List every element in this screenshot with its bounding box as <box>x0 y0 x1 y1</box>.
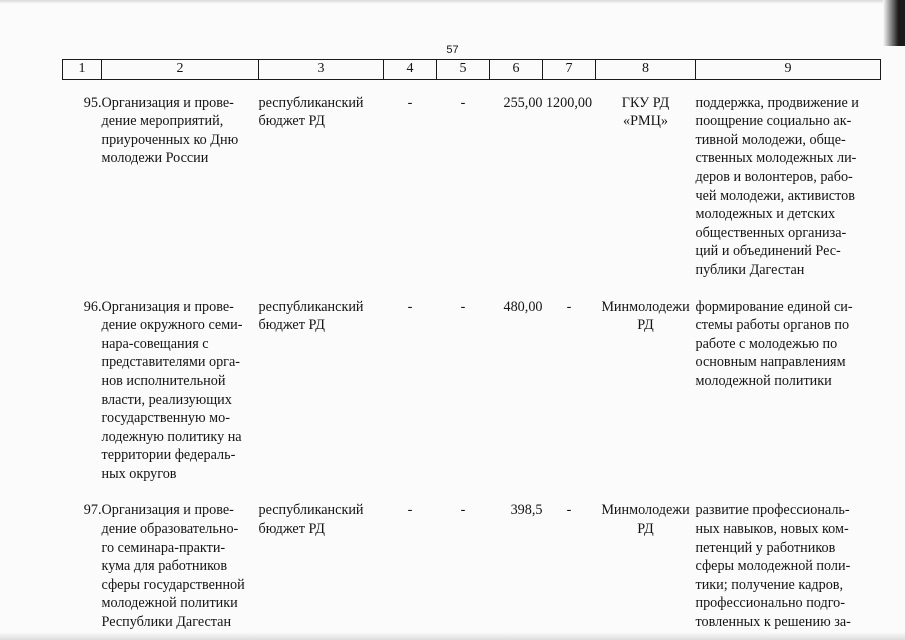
result-line: молодежной политики <box>695 372 832 389</box>
col5-value: - <box>460 94 466 111</box>
page-number: 57 <box>446 44 459 56</box>
result-line: профессионально подго- <box>695 595 845 612</box>
col5-value: - <box>460 502 466 519</box>
table-row <box>63 94 881 280</box>
result-line: публики Дагестан <box>695 261 805 278</box>
col5-value: - <box>460 298 466 315</box>
result-line: петенций у работников <box>695 539 836 556</box>
row-number: 97. <box>83 502 102 519</box>
event-line: молодежи России <box>101 150 209 167</box>
result-line: молодежных и детских <box>695 206 836 223</box>
result-cell <box>696 94 881 280</box>
col6-value: 255,00 <box>503 94 543 111</box>
event-cell <box>102 94 259 280</box>
funding-source-cell <box>259 298 384 484</box>
funding-source-cell <box>259 94 384 280</box>
col6-value: 480,00 <box>503 298 543 315</box>
executor-line: ГКУ РД <box>621 94 670 111</box>
event-line: нара-совещания с <box>101 335 209 352</box>
result-line: товленных к решению за- <box>695 614 851 631</box>
event-line: сферы государственной <box>101 576 245 593</box>
result-line: основным направлениям <box>695 354 846 371</box>
col4-value: - <box>407 94 413 111</box>
event-line: ных округов <box>101 465 177 482</box>
header-cell: 3 <box>259 60 384 80</box>
program-table <box>62 59 881 632</box>
event-line: нов исполнительной <box>101 372 226 389</box>
col4-value: - <box>407 298 413 315</box>
executor-cell <box>596 501 696 631</box>
event-cell <box>102 501 259 631</box>
header-cell: 5 <box>437 60 490 80</box>
col7-value: - <box>566 502 572 519</box>
scan-edge-right <box>883 0 905 46</box>
source-line: республиканский <box>258 502 364 519</box>
header-cell: 2 <box>102 60 259 80</box>
scan-edge-top <box>0 0 905 4</box>
event-cell <box>102 298 259 484</box>
result-line: чей молодежи, активистов <box>695 187 855 204</box>
result-line: стемы работы органов по <box>695 317 850 334</box>
header-cell: 6 <box>490 60 543 80</box>
event-line: приуроченных ко Дню <box>101 131 239 148</box>
source-line: бюджет РД <box>258 317 325 334</box>
header-cell: 8 <box>596 60 696 80</box>
result-cell <box>696 501 881 631</box>
event-line: дение мероприятий, <box>101 113 224 130</box>
result-line: общественных организа- <box>695 224 847 241</box>
header-cell: 4 <box>384 60 437 80</box>
event-line: дение окружного семи- <box>101 317 243 334</box>
event-line: Организация и прове- <box>101 94 234 111</box>
event-line: государственную мо- <box>101 410 230 427</box>
source-line: республиканский <box>258 298 364 315</box>
executor-line: «РМЦ» <box>623 113 668 130</box>
table-row <box>63 501 881 631</box>
header-cell: 7 <box>543 60 596 80</box>
event-line: молодежной политики <box>101 595 238 612</box>
executor-line: Минмолодежи <box>601 502 690 519</box>
col7-value: - <box>566 298 572 315</box>
result-line: деров и волонтеров, рабо- <box>695 168 853 185</box>
col7-value: 1200,00 <box>545 94 593 111</box>
event-line: Организация и прове- <box>101 298 234 315</box>
header-cell: 9 <box>696 60 881 80</box>
table-row <box>63 298 881 484</box>
executor-line: Минмолодежи <box>601 298 690 315</box>
event-line: лодежную политику на <box>101 428 242 445</box>
col4-value: - <box>407 502 413 519</box>
event-line: представителями орга- <box>101 354 241 371</box>
result-cell <box>696 298 881 484</box>
executor-line: РД <box>637 317 654 334</box>
executor-line: РД <box>637 521 654 538</box>
row-number: 96. <box>83 298 102 315</box>
result-line: сферы молодежной поли- <box>695 558 851 575</box>
event-line: власти, реализующих <box>101 391 232 408</box>
result-line: тивной молодежи, обще- <box>695 131 846 148</box>
source-line: бюджет РД <box>258 113 325 130</box>
executor-cell <box>596 94 696 280</box>
funding-source-cell <box>259 501 384 631</box>
result-line: поощрение социально ак- <box>695 113 852 130</box>
result-line: работе с молодежью по <box>695 335 838 352</box>
header-row <box>63 60 881 80</box>
event-line: территории федераль- <box>101 447 236 464</box>
result-line: тики; получение кадров, <box>695 576 844 593</box>
result-line: поддержка, продвижение и <box>695 94 859 111</box>
event-line: дение образовательно- <box>101 521 239 538</box>
source-line: бюджет РД <box>258 521 325 538</box>
result-line: ных навыков, новых ком- <box>695 521 849 538</box>
result-line: ственных молодежных ли- <box>695 150 857 167</box>
event-line: кума для работников <box>101 558 228 575</box>
result-line: формирование единой си- <box>695 298 853 315</box>
scan-edge-bottom <box>0 632 905 640</box>
event-line: Республики Дагестан <box>101 614 232 631</box>
executor-cell <box>596 298 696 484</box>
row-number: 95. <box>83 94 102 111</box>
source-line: республиканский <box>258 94 364 111</box>
event-line: Организация и прове- <box>101 502 234 519</box>
result-line: развитие профессиональ- <box>695 502 850 519</box>
result-line: ций и объединений Рес- <box>695 243 841 260</box>
col6-value: 398,5 <box>510 502 543 519</box>
header-cell: 1 <box>63 60 102 80</box>
event-line: го семинара-практи- <box>101 539 226 556</box>
